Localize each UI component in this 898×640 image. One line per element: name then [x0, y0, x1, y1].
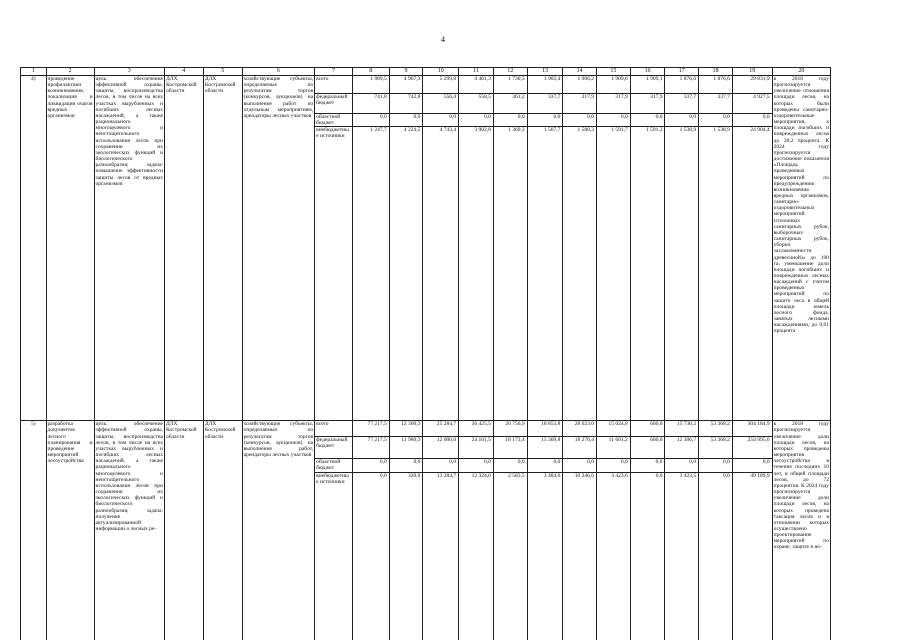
funding-value: 53 368,2: [699, 421, 733, 437]
funding-value: 742,8: [389, 94, 423, 114]
column-number-header: 12: [493, 68, 527, 76]
funding-value: 11 980,3: [389, 437, 423, 459]
funding-value: 1 905,4: [527, 76, 563, 94]
program-activities-table: [20, 67, 831, 640]
funding-value: 3 423,6: [597, 472, 631, 640]
column-number-header: 2: [46, 68, 94, 76]
funding-value: 4 743,4: [423, 127, 459, 421]
funding-value: 0,0: [732, 459, 772, 472]
funding-value: 1 591,7: [597, 127, 631, 421]
funding-value: 15 369,8: [527, 437, 563, 459]
funding-value: 0,0: [389, 114, 423, 127]
funding-value: 1 369,3: [493, 127, 527, 421]
funding-value: 1 538,9: [665, 127, 699, 421]
funding-value: 0,0: [699, 114, 733, 127]
funding-value: 361,2: [493, 94, 527, 114]
activity-number: 4): [21, 76, 47, 421]
funding-value: 0,0: [597, 114, 631, 127]
funding-value: 0,0: [597, 459, 631, 472]
funding-value: 29 831,9: [732, 76, 772, 94]
activity-row: [21, 421, 831, 437]
activity-goal: цель: обеспечение эффективной охраны, защиты, воспроизводства лесов, в том числе на всех участках вырубленных и погибших лесных насаждений, а также рационального многоцелевого и неистощительного использования лесов при сохранении их экологических функций и биологического разнообразия; задача: получение актуализированной информации о лесных ре-: [94, 421, 164, 640]
funding-value: 0,0: [630, 459, 665, 472]
program-table-sheet: [20, 67, 831, 640]
column-number-header: 3: [94, 68, 164, 76]
page-number: 4: [441, 35, 445, 44]
funding-value: 18 173,4: [493, 437, 527, 459]
funding-value: 3 423,5: [665, 472, 699, 640]
funding-value: 558,5: [459, 94, 494, 114]
column-number-header: 16: [630, 68, 665, 76]
funding-source: всего: [315, 421, 353, 437]
funding-value: 0,0: [563, 459, 597, 472]
funding-value: 0,0: [423, 459, 459, 472]
activity-name: разработка документов лесного планирования и проведение мероприятий лесоустройства: [46, 421, 94, 640]
activity-name: проведение профилактики возникновения, локализация и ликвидация очагов вредных организмов: [46, 76, 94, 421]
funding-value: 77 217,5: [352, 437, 389, 459]
funding-value: 4 224,5: [389, 127, 423, 421]
responsible-executor: ДЛХ Костромской области: [165, 421, 204, 640]
funding-value: 337,7: [699, 94, 733, 114]
column-number-header: 1: [21, 68, 47, 76]
funding-value: 0,0: [423, 114, 459, 127]
funding-value: 254 995,0: [732, 437, 772, 459]
activity-row: [21, 76, 831, 94]
funding-value: 4 967,3: [389, 76, 423, 94]
funding-value: 12 324,0: [459, 472, 494, 640]
funding-value: 1 730,5: [493, 76, 527, 94]
column-number-header: 9: [389, 68, 423, 76]
funding-value: 0,0: [665, 114, 699, 127]
funding-value: 0,0: [630, 114, 665, 127]
funding-value: 0,0: [459, 459, 494, 472]
funding-source: внебюджетные источники: [315, 127, 353, 421]
funding-value: 1 906,2: [563, 76, 597, 94]
funding-value: 317,9: [597, 94, 631, 114]
column-number-header: 10: [423, 68, 459, 76]
column-number-header: 6: [242, 68, 315, 76]
funding-source: всего: [315, 76, 353, 94]
funding-value: 36 425,5: [459, 421, 494, 437]
funding-value: 25 284,7: [423, 421, 459, 437]
funding-value: 28 623,0: [563, 421, 597, 437]
column-number-header: 17: [665, 68, 699, 76]
funding-value: 0,0: [493, 114, 527, 127]
co-executor: ДЛХ Костромской области: [203, 76, 242, 421]
funding-value: 15 024,8: [597, 421, 631, 437]
funding-value: 317,9: [563, 94, 597, 114]
funding-value: 741,8: [352, 94, 389, 114]
funding-value: 0,0: [527, 114, 563, 127]
column-number-header: 20: [772, 68, 830, 76]
funding-value: 1 909,6: [597, 76, 631, 94]
funding-source: внебюджетные источники: [315, 472, 353, 640]
funding-value: 1 588,3: [563, 127, 597, 421]
column-number-header: 11: [459, 68, 494, 76]
funding-value: 15 730,2: [665, 421, 699, 437]
activity-participants: хозяйствующие субъекты, определяемые по результатам торгов (конкурсов, аукционов) на выполнение работ, арендаторы лесных участков: [242, 421, 315, 640]
funding-value: 0,0: [459, 114, 494, 127]
funding-value: 4 927,5: [732, 94, 772, 114]
funding-value: 1 591,2: [630, 127, 665, 421]
funding-value: 556,4: [423, 94, 459, 114]
funding-value: 13 284,7: [423, 472, 459, 640]
funding-value: 12 300,3: [389, 421, 423, 437]
funding-source: областной бюджет: [315, 459, 353, 472]
column-number-header: 14: [563, 68, 597, 76]
column-number-header: 19: [732, 68, 772, 76]
funding-value: 3 484,0: [527, 472, 563, 640]
funding-value: 24 101,5: [459, 437, 494, 459]
funding-value: 10 346,6: [563, 472, 597, 640]
activity-number: 5): [21, 421, 47, 640]
funding-value: 0,0: [352, 459, 389, 472]
funding-value: 20 756,9: [493, 421, 527, 437]
funding-value: 0,0: [563, 114, 597, 127]
funding-value: 77 217,5: [352, 421, 389, 437]
funding-value: 0,0: [389, 459, 423, 472]
funding-value: 1 876,6: [665, 76, 699, 94]
column-number-row: [21, 68, 831, 76]
column-number-header: 4: [165, 68, 204, 76]
co-executor: ДЛХ Костромской области: [203, 421, 242, 640]
funding-value: 53 368,2: [699, 437, 733, 459]
funding-value: 0,0: [732, 114, 772, 127]
funding-value: 12 000,0: [423, 437, 459, 459]
funding-value: 3 902,8: [459, 127, 494, 421]
funding-value: 18 276,4: [563, 437, 597, 459]
funding-value: 0,0: [630, 472, 665, 640]
expected-result: к 2018 году прогнозируется увеличение доли площади лесов, на которых проведены мероприятия лесоустройства в течение последних 10 лет, в общей площади лесов, до 72 процентов. К 2024 году прогнозируется увеличение доли площади лесов, на которых проведена таксация лесов и в отношении которых осуществлено проектирование мероприятий по охране, защите и во-: [772, 421, 830, 640]
funding-value: 1 567,7: [527, 127, 563, 421]
funding-value: 0,0: [352, 114, 389, 127]
funding-value: 4 461,3: [459, 76, 494, 94]
funding-value: 11 601,2: [597, 437, 631, 459]
funding-value: 1 876,6: [699, 76, 733, 94]
funding-value: 0,0: [665, 459, 699, 472]
funding-value: 600,0: [630, 421, 665, 437]
column-number-header: 18: [699, 68, 733, 76]
funding-value: 317,9: [630, 94, 665, 114]
funding-value: 0,0: [699, 459, 733, 472]
funding-value: 2 583,5: [493, 472, 527, 640]
funding-source: областной бюджет: [315, 114, 353, 127]
column-number-header: 15: [597, 68, 631, 76]
funding-value: 5 299,8: [423, 76, 459, 94]
funding-value: 49 189,9: [732, 472, 772, 640]
expected-result: к 2018 году прогнозируется увеличение отношения площади лесов, на которых были проведены санитарно-оздоровительные мероприятия, к площади погибших и поврежденных лесов до 38,2 процента. К 2024 году прогнозируется достижение показателя «Площадь проведенных мероприятий по предупреждению возникновения вредных организмов, санитарно-оздоровительных мероприятий (сплошных санитарных рубок, выборочных санитарных рубок, уборки захламленности древесиной)» до 190 га; уменьшение доли площади погибших и поврежденных лесных насаждений с учетом проведенных мероприятий по защите леса в общей площади земель лесного фонда, занятых лесными насаждениями, до 0,01 процента: [772, 76, 830, 421]
funding-value: 24 904,4: [732, 127, 772, 421]
column-number-header: 13: [527, 68, 563, 76]
funding-value: 0,0: [352, 472, 389, 640]
funding-value: 337,7: [527, 94, 563, 114]
responsible-executor: ДЛХ Костромской области: [165, 76, 204, 421]
funding-value: 600,0: [630, 437, 665, 459]
funding-value: 12 306,7: [665, 437, 699, 459]
funding-value: 0,0: [699, 472, 733, 640]
column-number-header: 8: [352, 68, 389, 76]
funding-value: 304 184,9: [732, 421, 772, 437]
funding-value: 320,0: [389, 472, 423, 640]
funding-value: 1 909,1: [630, 76, 665, 94]
funding-source: федеральный бюджет: [315, 94, 353, 114]
funding-value: 337,7: [665, 94, 699, 114]
column-number-header: 7: [315, 68, 353, 76]
funding-source: федеральный бюджет: [315, 437, 353, 459]
activity-goal: цель: обеспечение эффективной охраны, защиты, воспроизводства лесов, в том числе на всех участках вырубленных и погибших лесных насаждений, а также рационального многоцелевого и неистощительного использования лесов при сохранении их экологических функций и биологического разнообразия; задача: повышение эффективности защиты лесов от вредных организмов: [94, 76, 164, 421]
column-number-header: 5: [203, 68, 242, 76]
activity-participants: хозяйствующие субъекты, определяемые по результатам торгов (конкурсов, аукционов) на выполнение работ по отдельным мероприятиям, арендаторы лесных участков: [242, 76, 315, 421]
funding-value: 1 247,7: [352, 127, 389, 421]
funding-value: 1 989,5: [352, 76, 389, 94]
funding-value: 0,0: [527, 459, 563, 472]
funding-value: 1 538,9: [699, 127, 733, 421]
funding-value: 18 853,8: [527, 421, 563, 437]
funding-value: 0,0: [493, 459, 527, 472]
